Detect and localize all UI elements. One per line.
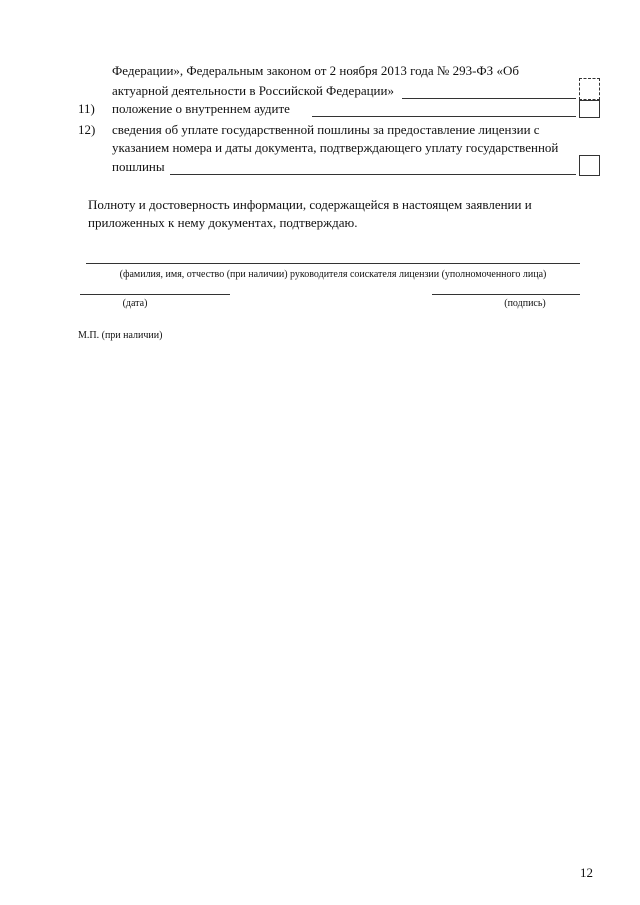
sign-caption: (подпись) — [504, 298, 546, 309]
item-12-line2: указанием номера и даты документа, подтверждающего уплату государственной — [112, 140, 559, 155]
fill-line-10 — [402, 98, 576, 99]
name-caption: (фамилия, имя, отчество (при наличии) руководителя соискателя лицензии (уполномоченного лица) — [119, 269, 547, 280]
confirmation-line2: приложенных к нему документах, подтверждаю. — [88, 215, 358, 230]
sign-line — [432, 294, 580, 295]
confirmation-line1: Полноту и достоверность информации, содержащейся в настоящем заявлении и — [88, 197, 532, 212]
checkbox-item-11[interactable] — [579, 100, 600, 118]
list-continuation-line1: Федерации», Федеральным законом от 2 ноября 2013 года № 293-ФЗ «Об — [112, 63, 519, 78]
item-11-text: положение о внутреннем аудите — [112, 101, 290, 116]
checkbox-item-12[interactable] — [579, 155, 600, 176]
item-12-line1: сведения об уплате государственной пошлины за предоставление лицензии с — [112, 122, 540, 137]
date-line — [80, 294, 230, 295]
page-number: 12 — [580, 865, 593, 880]
item-11-number: 11) — [78, 101, 95, 116]
item-12-number: 12) — [78, 122, 96, 137]
date-caption: (дата) — [122, 298, 148, 309]
stamp-label: М.П. (при наличии) — [78, 330, 163, 341]
fill-line-11 — [312, 116, 576, 117]
name-signature-line — [86, 263, 580, 264]
checkbox-item-10[interactable] — [579, 78, 600, 100]
list-continuation-line2: актуарной деятельности в Российской Федерации» — [112, 83, 394, 98]
fill-line-12 — [170, 174, 576, 175]
item-12-line3: пошлины — [112, 159, 165, 174]
